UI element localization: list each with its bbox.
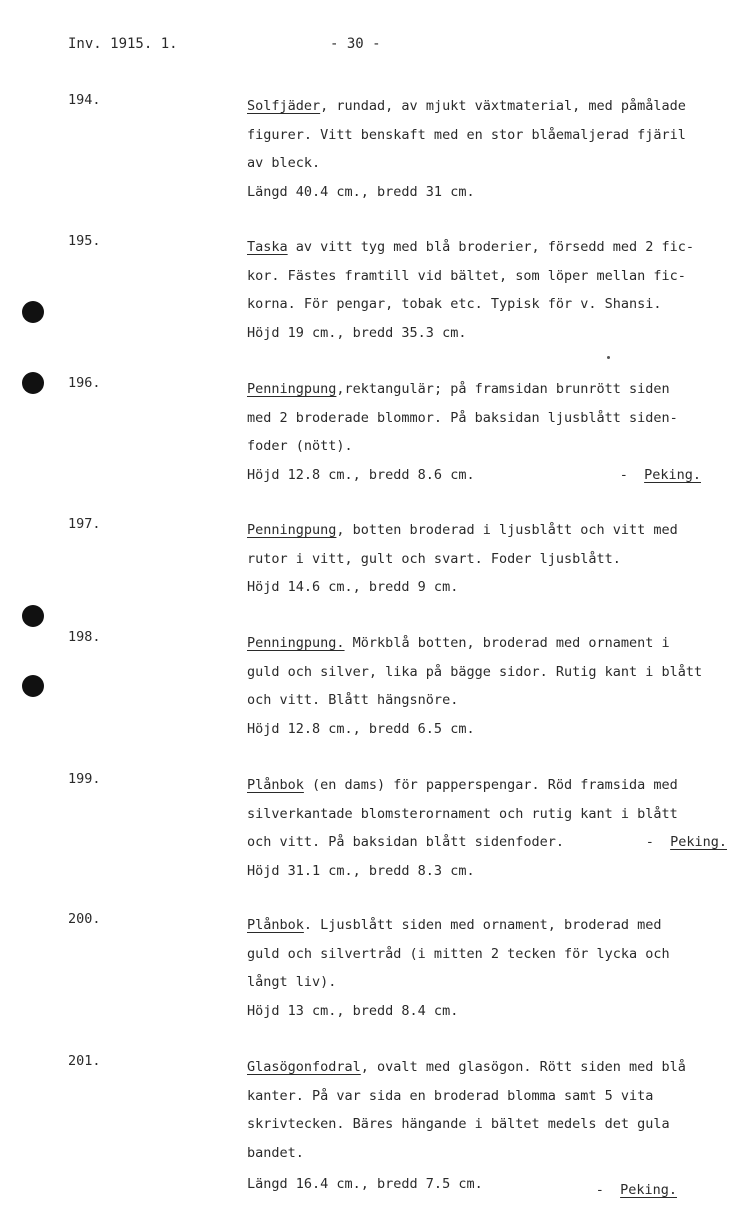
entry-text: (en dams) för papperspengar. Röd framsida med bbox=[303, 777, 678, 793]
entry-text: korna. För pengar, tobak etc. Typisk för v. Shansi. bbox=[247, 296, 662, 312]
entry-measurements: Höjd 14.6 cm., bredd 9 cm. bbox=[247, 579, 459, 595]
entry-body bbox=[247, 629, 729, 743]
entry-place bbox=[646, 828, 727, 857]
entry-text: , botten broderad i ljusblått och vitt med bbox=[336, 522, 678, 538]
entry-title: Penningpung. bbox=[247, 635, 345, 651]
place-dash: - bbox=[645, 834, 654, 850]
entry-number: 199. bbox=[68, 771, 101, 787]
entry-number: 200. bbox=[68, 911, 101, 927]
entry-text: , ovalt med glasögon. Rött siden med blå bbox=[360, 1059, 686, 1075]
page-number: - 30 - bbox=[330, 36, 381, 52]
entry-body bbox=[247, 92, 729, 206]
entry-body bbox=[247, 233, 729, 347]
place-name: Peking. bbox=[620, 1182, 677, 1198]
entry-text: guld och silvertråd (i mitten 2 tecken för lycka och bbox=[247, 945, 670, 962]
place-dash: - bbox=[619, 466, 628, 483]
ink-speck bbox=[607, 356, 610, 359]
punch-hole bbox=[22, 605, 44, 627]
entry-number: 195. bbox=[68, 233, 101, 249]
punch-hole bbox=[22, 372, 44, 394]
entry-text: med 2 broderade blommor. På baksidan ljusblått siden- bbox=[247, 409, 678, 426]
entry-text: och vitt. På baksidan blått sidenfoder. bbox=[247, 834, 564, 850]
entry-text: rutor i vitt, gult och svart. Foder ljusblått. bbox=[247, 550, 621, 567]
entry-text: och vitt. Blått hängsnöre. bbox=[247, 692, 459, 708]
place-name: Peking. bbox=[644, 466, 701, 483]
entry-title: Taska bbox=[247, 239, 288, 255]
entry-title: Penningpung bbox=[247, 522, 337, 538]
entry-place bbox=[620, 461, 701, 490]
entry-text: skrivtecken. Bäres hängande i bältet medels det gula bbox=[247, 1116, 670, 1132]
entry-text: silverkantade blomsterornament och rutig kant i blått bbox=[247, 805, 678, 822]
entry-title: Glasögonfodral bbox=[247, 1059, 361, 1075]
entry-body bbox=[247, 771, 729, 885]
entry-text: Mörkblå botten, broderad med ornament i bbox=[344, 635, 670, 651]
entry-text: , rundad, av mjukt växtmaterial, med påmålade bbox=[320, 98, 686, 114]
entry-measurements: Höjd 12.8 cm., bredd 8.6 cm. bbox=[247, 466, 475, 483]
entry-text: långt liv). bbox=[247, 974, 337, 990]
entry-number: 201. bbox=[68, 1053, 101, 1069]
entry-text: kanter. På var sida en broderad blomma samt 5 vita bbox=[247, 1087, 654, 1104]
entry-body bbox=[247, 375, 729, 489]
entry-text: bandet. bbox=[247, 1144, 304, 1161]
entry-body bbox=[247, 516, 729, 602]
entry-title: Plånbok bbox=[247, 777, 304, 793]
entry-number: 198. bbox=[68, 629, 101, 645]
punch-hole bbox=[22, 301, 44, 323]
entry-place bbox=[596, 1176, 677, 1205]
entry-text: av vitt tyg med blå broderier, försedd med 2 fic- bbox=[287, 239, 695, 255]
entry-measurements: Höjd 19 cm., bredd 35.3 cm. bbox=[247, 324, 467, 341]
entry-body bbox=[247, 911, 729, 1025]
entry-number: 196. bbox=[68, 375, 101, 391]
entry-text: guld och silver, lika på bägge sidor. Rutig kant i blått bbox=[247, 663, 703, 680]
entry-text: foder (nött). bbox=[247, 438, 353, 454]
entry-text: kor. Fästes framtill vid bältet, som löper mellan fic- bbox=[247, 267, 686, 284]
entry-title: Plånbok bbox=[247, 917, 304, 933]
entry-measurements: Längd 40.4 cm., bredd 31 cm. bbox=[247, 183, 475, 200]
punch-hole bbox=[22, 675, 44, 697]
entry-title: Penningpung bbox=[247, 381, 337, 397]
entry-measurements: Höjd 13 cm., bredd 8.4 cm. bbox=[247, 1002, 459, 1019]
entry-measurements: Höjd 31.1 cm., bredd 8.3 cm. bbox=[247, 862, 475, 879]
place-dash: - bbox=[595, 1182, 604, 1198]
entry-number: 197. bbox=[68, 516, 101, 532]
place-name: Peking. bbox=[670, 834, 727, 850]
entry-text: av bleck. bbox=[247, 155, 321, 171]
entry-measurements: Längd 16.4 cm., bredd 7.5 cm. bbox=[247, 1176, 483, 1192]
entry-body bbox=[247, 1053, 729, 1199]
entry-number: 194. bbox=[68, 92, 101, 108]
entry-text: . Ljusblått siden med ornament, broderad med bbox=[303, 917, 662, 933]
entry-measurements: Höjd 12.8 cm., bredd 6.5 cm. bbox=[247, 720, 475, 737]
entry-text: figurer. Vitt benskaft med en stor blåemaljerad fjäril bbox=[247, 126, 686, 143]
inventory-number: Inv. 1915. 1. bbox=[68, 36, 178, 52]
entry-title: Solfjäder bbox=[247, 98, 321, 114]
entry-text: ,rektangulär; på framsidan brunrött siden bbox=[336, 381, 670, 397]
